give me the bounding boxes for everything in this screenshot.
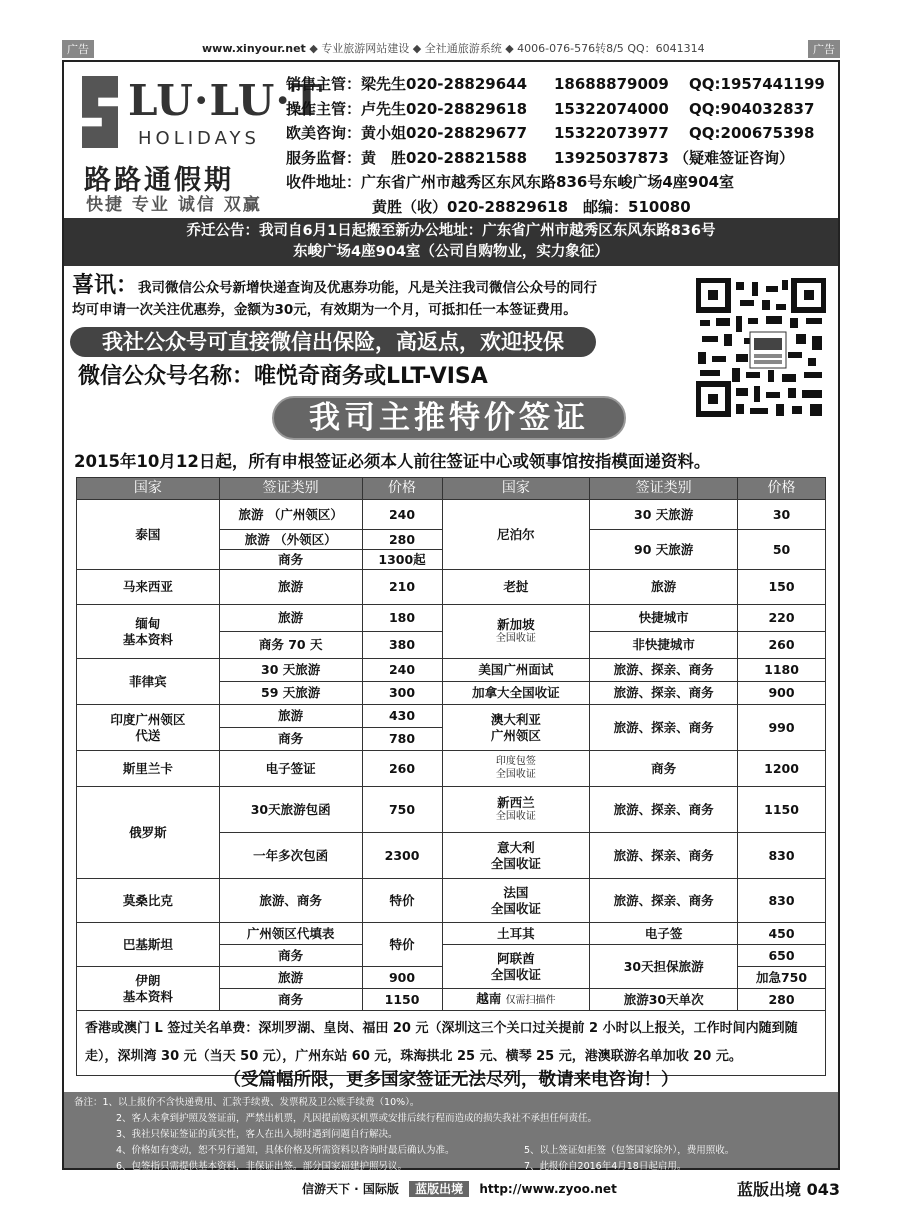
price-cell: 1150 <box>738 787 826 833</box>
price-cell: 280 <box>362 530 442 550</box>
logo <box>78 72 324 215</box>
remarks-box <box>64 1092 838 1172</box>
promo-text1: 我司微信公众号新增快递查询及优惠券功能，凡是关注我司微信公众号的同行 <box>138 280 598 296</box>
price-cell: 150 <box>738 570 826 605</box>
type-cell: 30 天旅游 <box>219 659 362 682</box>
table-row <box>77 605 826 632</box>
table-row <box>77 705 826 728</box>
type-cell: 广州领区代填表 <box>219 923 362 945</box>
contact-qq: （疑难签证咨询） <box>674 148 795 167</box>
promo-text2: 均可申请一次关注优惠券，金额为30元，有效期为一个月，可抵扣任一本签证费用。 <box>72 302 577 318</box>
price-cell: 180 <box>362 605 442 632</box>
remark-item: 3、我社只保证签证的真实性，客人在出入境时遇到问题自行解决。 <box>116 1129 398 1140</box>
type-cell: 非快捷城市 <box>590 632 738 659</box>
logo-slogan: 快捷 专业 诚信 双赢 <box>86 195 262 215</box>
country-cell: 阿联酋 全国收证 <box>442 945 590 989</box>
move-notice-banner <box>64 218 838 266</box>
price-cell: 特价 <box>362 923 442 967</box>
country-cell: 意大利 全国收证 <box>442 833 590 879</box>
country-cell: 法国 全国收证 <box>442 879 590 923</box>
price-cell: 50 <box>738 530 826 570</box>
table-row <box>77 751 826 787</box>
price-cell: 210 <box>362 570 442 605</box>
col-header: 价格 <box>362 478 442 500</box>
main-visa-badge: 我司主推特价签证 <box>272 396 626 440</box>
logo-mark-icon <box>82 76 118 148</box>
contact-qq: QQ:904032837 <box>689 99 815 118</box>
contact-qq: QQ:1957441199 <box>689 75 825 93</box>
price-cell: 430 <box>362 705 442 728</box>
table-header-row <box>77 478 826 500</box>
promo-text <box>72 274 692 321</box>
country-cell: 斯里兰卡 <box>77 751 220 787</box>
country-cell: 马来西亚 <box>77 570 220 605</box>
country-cell: 美国广州面试 <box>442 659 590 682</box>
contact-label: 服务监督：黄 胜020-28821588 <box>286 148 528 167</box>
type-cell: 30天担保旅游 <box>590 945 738 989</box>
country-cell: 土耳其 <box>442 923 590 945</box>
type-cell: 旅游 <box>219 967 362 989</box>
table-row <box>77 787 826 833</box>
price-cell: 280 <box>738 989 826 1011</box>
country-cell: 泰国 <box>77 500 220 570</box>
header: LU·LU·T HOLIDAYS 路路通假期 快捷 专业 诚信 双赢 销售主管：梁先生020-28829644 18688879009 QQ:1957441199 操作主管：卢先生020-28829618 15322074000 QQ:904032837 欧美咨询：黄小姐020-28829677 15322073977 QQ:200675398 服务监督：黄 胜020-28821588 13925037873 （疑难签证咨询） 收件地址：广东省广州市越秀区东风东路836号东峻广场4座904室 黄胜（收）020-28829618 邮编：510080 <box>64 62 838 218</box>
price-cell: 260 <box>362 751 442 787</box>
col-header: 签证类别 <box>219 478 362 500</box>
price-cell: 830 <box>738 879 826 923</box>
top-line <box>202 40 705 56</box>
country-cell: 老挝 <box>442 570 590 605</box>
price-cell: 240 <box>362 659 442 682</box>
table-row <box>77 923 826 945</box>
col-header: 国家 <box>442 478 590 500</box>
col-header: 国家 <box>77 478 220 500</box>
type-cell: 旅游、探亲、商务 <box>590 682 738 705</box>
price-cell: 900 <box>362 967 442 989</box>
country-cell: 越南 仅需扫描件 <box>442 989 590 1011</box>
price-cell: 750 <box>362 787 442 833</box>
price-cell: 1300起 <box>362 550 442 570</box>
remark-item: 备注：1、以上报价不含快递费用、汇款手续费、发票税及卫公账手续费（10%）。 <box>74 1097 420 1108</box>
footer-tag: 蓝版出境 <box>409 1181 469 1197</box>
price-cell: 900 <box>738 682 826 705</box>
price-cell: 30 <box>738 500 826 530</box>
table-row <box>77 570 826 605</box>
type-cell: 旅游、探亲、商务 <box>590 659 738 682</box>
ad-tag-left: 广告 <box>62 40 94 58</box>
type-cell: 30天旅游包函 <box>219 787 362 833</box>
type-cell: 30 天旅游 <box>590 500 738 530</box>
logo-cn-name: 路路通假期 <box>84 165 234 196</box>
schengen-notice: 2015年10月12日起，所有申根签证必须本人前往签证中心或领事馆按指模面递资料。 <box>74 452 711 471</box>
type-cell: 旅游 <box>219 705 362 728</box>
contact-label: 操作主管：卢先生020-28829618 <box>286 99 528 118</box>
type-cell: 快捷城市 <box>590 605 738 632</box>
type-cell: 旅游、探亲、商务 <box>590 833 738 879</box>
table-row <box>77 879 826 923</box>
ad-top-bar <box>62 38 840 56</box>
col-header: 价格 <box>738 478 826 500</box>
country-cell: 加拿大全国收证 <box>442 682 590 705</box>
price-cell: 300 <box>362 682 442 705</box>
col-header: 签证类别 <box>590 478 738 500</box>
type-cell: 旅游 <box>590 570 738 605</box>
move-notice-line2: 东峻广场4座904室（公司自购物业，实力象征） <box>293 244 609 260</box>
wechat-name: 微信公众号名称：唯悦奇商务或LLT-VISA <box>78 364 488 389</box>
price-cell: 1200 <box>738 751 826 787</box>
type-cell: 旅游 （外领区） <box>219 530 362 550</box>
contact-qq: QQ:200675398 <box>689 124 815 142</box>
type-cell: 旅游 <box>219 570 362 605</box>
type-cell: 旅游30天单次 <box>590 989 738 1011</box>
price-cell: 650 <box>738 945 826 967</box>
type-cell: 旅游、探亲、商务 <box>590 879 738 923</box>
qr-code-icon[interactable] <box>696 278 826 418</box>
page-number: 蓝版出境 043 <box>737 1180 840 1199</box>
contact-label: 欧美咨询：黄小姐020-28829677 <box>286 124 528 142</box>
page-footer <box>62 1177 840 1199</box>
price-cell: 1150 <box>362 989 442 1011</box>
type-cell: 商务 70 天 <box>219 632 362 659</box>
type-cell: 商务 <box>219 550 362 570</box>
table-row <box>77 659 826 682</box>
type-cell: 商务 <box>219 945 362 967</box>
move-notice-line1: 乔迁公告：我司自6月1日起搬至新办公地址：广东省广州市越秀区东风东路836号 <box>186 223 716 239</box>
footer-left <box>302 1180 617 1197</box>
country-cell: 伊朗 基本资料 <box>77 967 220 1011</box>
insurance-pill: 我社公众号可直接微信出保险，高返点，欢迎投保 <box>70 327 596 357</box>
remark-item: 2、客人未拿到护照及签证前，严禁出机票，凡因提前购买机票或安排后续行程而造成的损失我社不承担任何责任。 <box>116 1113 598 1124</box>
contact-mobile: 18688879009 <box>554 75 669 93</box>
type-cell: 旅游 <box>219 605 362 632</box>
country-cell: 缅甸 基本资料 <box>77 605 220 659</box>
top-text: ◆ 专业旅游网站建设 ◆ 全社通旅游系统 ◆ 4006-076-576转8/5 <box>309 42 624 55</box>
logo-holidays: HOLIDAYS <box>138 128 260 149</box>
hk-macau-note: 香港或澳门 L 签过关名单费：深圳罗湖、皇岗、福田 20 元（深圳这三个关口过关提前 2 小时以上报关，工作时间内随到随走），深圳湾 30 元（当天 50 元），广州东站 60 元，珠海拱北 25 元、横琴 25 元，港澳联游名单加收 20 元。 <box>77 1011 826 1076</box>
type-cell: 商务 <box>219 989 362 1011</box>
logo-brand: LU·LU·T <box>128 76 324 125</box>
footer-brand: 信游天下 · 国际版 <box>302 1182 399 1196</box>
country-cell: 莫桑比克 <box>77 879 220 923</box>
price-cell: 260 <box>738 632 826 659</box>
type-cell: 电子签 <box>590 923 738 945</box>
type-cell: 59 天旅游 <box>219 682 362 705</box>
country-cell: 印度广州领区 代送 <box>77 705 220 751</box>
country-cell: 新西兰 全国收证 <box>442 787 590 833</box>
type-cell: 商务 <box>219 728 362 751</box>
ad-tag-right: 广告 <box>808 40 840 58</box>
type-cell: 一年多次包函 <box>219 833 362 879</box>
type-cell: 商务 <box>590 751 738 787</box>
contact-label: 销售主管：梁先生020-28829644 <box>286 75 528 93</box>
price-cell: 2300 <box>362 833 442 879</box>
type-cell: 旅游 （广州领区） <box>219 500 362 530</box>
table-row <box>77 500 826 530</box>
price-cell: 780 <box>362 728 442 751</box>
country-cell: 巴基斯坦 <box>77 923 220 967</box>
remark-item: 4、价格如有变动，恕不另行通知，具体价格及所需资料以咨询时最后确认为准。 5、以上签证如拒签（包签国家除外），费用照收。 <box>116 1145 735 1156</box>
country-cell: 印度包签 全国收证 <box>442 751 590 787</box>
promo-heading: 喜讯： <box>72 272 139 298</box>
visa-price-table <box>76 477 826 1076</box>
price-cell: 240 <box>362 500 442 530</box>
contact-mobile: 15322073977 <box>554 124 669 142</box>
price-cell: 220 <box>738 605 826 632</box>
type-cell: 旅游、商务 <box>219 879 362 923</box>
more-countries-note: （受篇幅所限，更多国家签证无法尽列，敬请来电咨询！） <box>223 1070 679 1090</box>
type-cell: 旅游、探亲、商务 <box>590 705 738 751</box>
country-cell: 菲律宾 <box>77 659 220 705</box>
contact-mobile: 15322074000 <box>554 99 669 118</box>
price-cell: 830 <box>738 833 826 879</box>
footer-url[interactable]: http://www.zyoo.net <box>479 1182 617 1196</box>
price-cell: 450 <box>738 923 826 945</box>
type-cell: 电子签证 <box>219 751 362 787</box>
price-cell: 990 <box>738 705 826 751</box>
top-qq: QQ：6041314 <box>627 42 705 55</box>
contact-mobile: 13925037873 <box>554 148 669 167</box>
remark-item: 6、包签指只需提供基本资料，非保证出签。部分国家福建护照另议。 7、此报价自2016年4月18日起启用。 <box>116 1161 687 1172</box>
price-cell: 380 <box>362 632 442 659</box>
country-cell: 俄罗斯 <box>77 787 220 879</box>
country-cell: 澳大利亚 广州领区 <box>442 705 590 751</box>
type-cell: 旅游、探亲、商务 <box>590 787 738 833</box>
price-cell: 加急750 <box>738 967 826 989</box>
price-cell: 特价 <box>362 879 442 923</box>
price-cell: 1180 <box>738 659 826 682</box>
type-cell: 90 天旅游 <box>590 530 738 570</box>
ad-frame <box>62 60 840 1170</box>
top-site[interactable]: www.xinyour.net <box>202 42 306 55</box>
country-cell: 新加坡 全国收证 <box>442 605 590 659</box>
country-cell: 尼泊尔 <box>442 500 590 570</box>
